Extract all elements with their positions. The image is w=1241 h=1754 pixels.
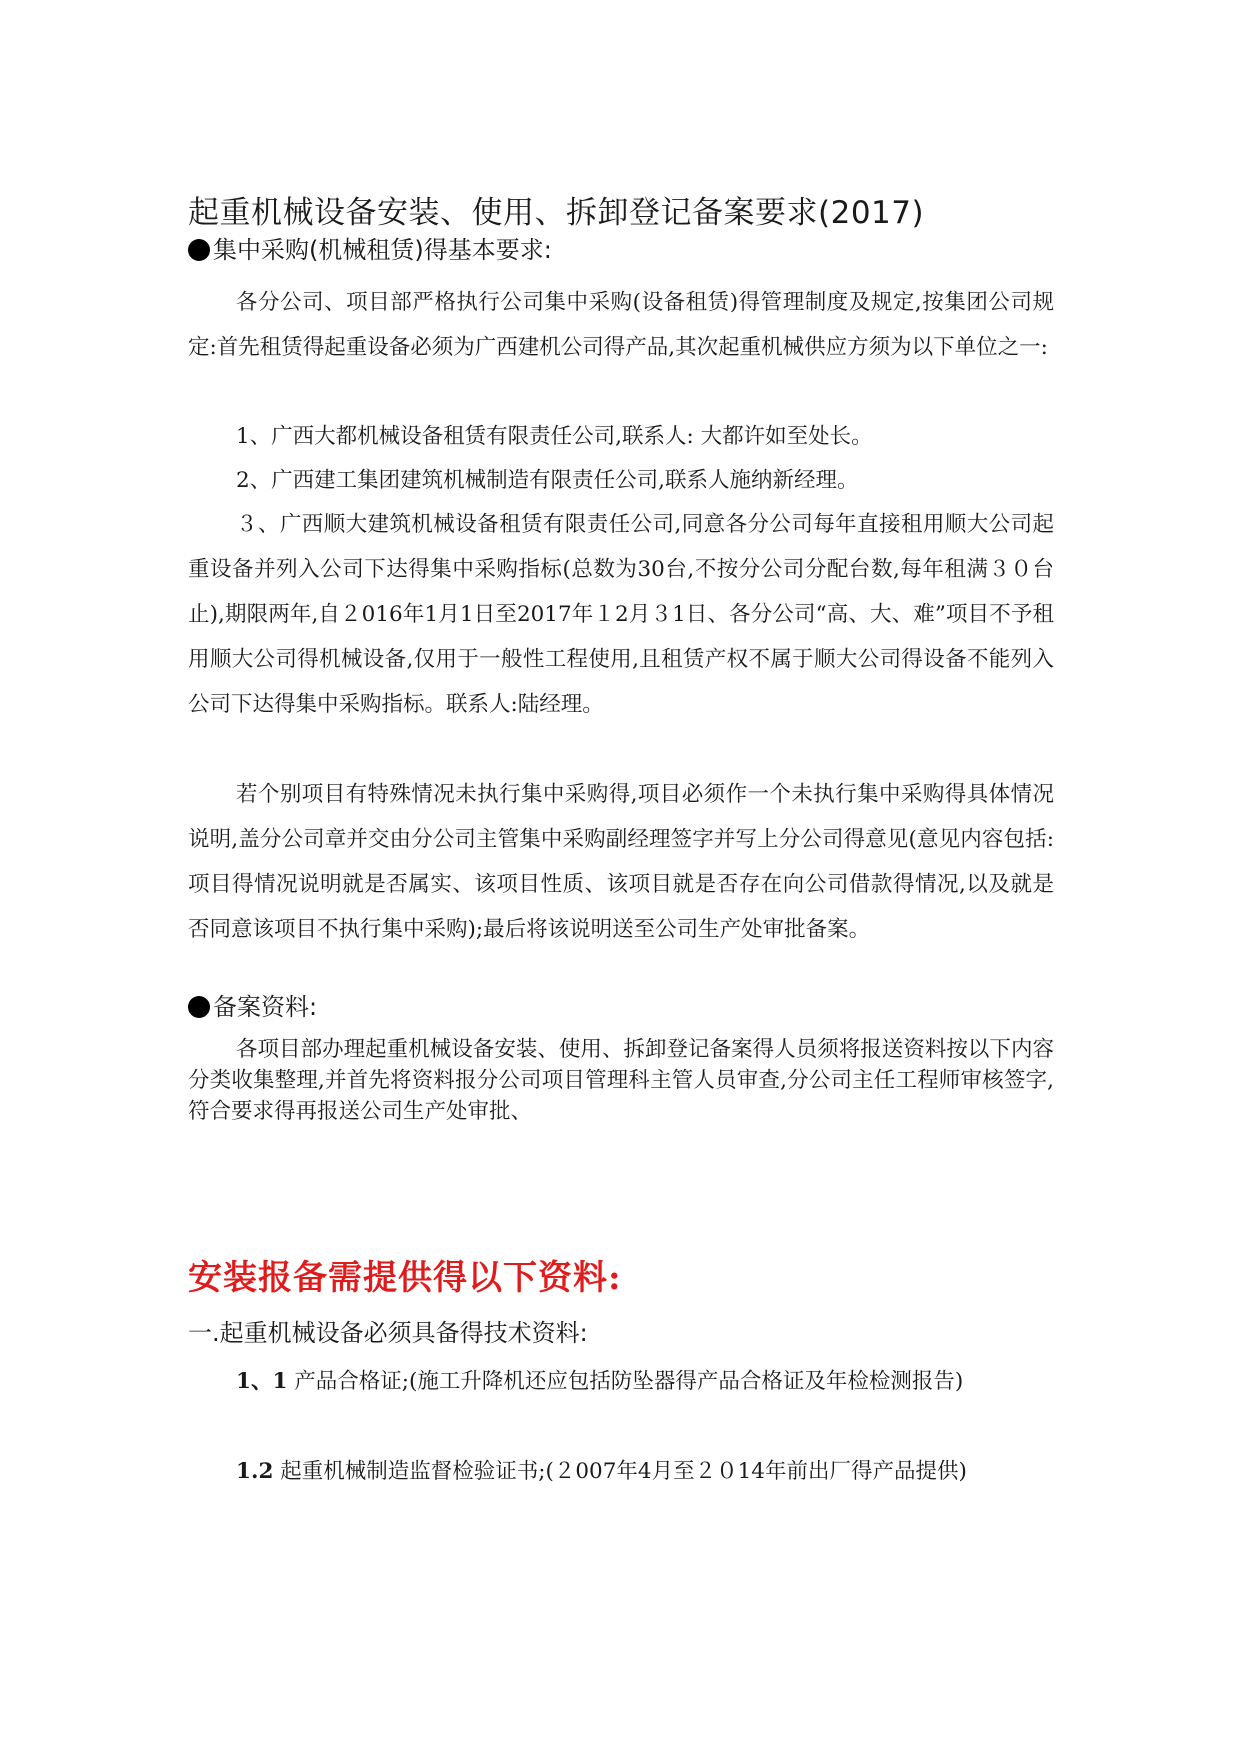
paragraph-filing: 各项目部办理起重机械设备安装、使用、拆卸登记备案得人员须将报送资料按以下内容分类收集整理,并首先将资料报分公司项目管理科主管人员审查,分公司主任工程师审核签字,符合要求得再报送公司生产处审批、: [188, 1037, 1054, 1124]
item-text: 起重机械制造监督检验证书;(２007年4月至２０14年前出厂得产品提供): [280, 1459, 967, 1484]
section-heading-filing: [188, 990, 317, 1024]
list-item-certificate: [236, 1359, 1054, 1404]
section-heading-procurement-text: 集中采购(机械租赁)得基本要求:: [213, 236, 552, 264]
item-number: 1、1: [236, 1369, 288, 1394]
list-item-supplier-1: 1、广西大都机械设备租赁有限责任公司,联系人: 大都许如至处长。: [236, 424, 873, 449]
list-item-supplier-2: 2、广西建工集团建筑机械制造有限责任公司,联系人施纳新经理。: [236, 468, 859, 493]
red-heading-install-materials: 安装报备需提供得以下资料:: [188, 1258, 622, 1298]
document-page: [188, 0, 1054, 1754]
list-item-supplier-3: ３、广西顺大建筑机械设备租赁有限责任公司,同意各分公司每年直接租用顺大公司起重设备并列入公司下达得集中采购指标(总数为30台,不按分公司分配台数,每年租满３０台止),期限两年,自２016年1月1日至2017年１2月３1日、各分公司“高、大、难”项目不予租用顺大公司得机械设备,仅用于一般性工程使用,且租赁产权不属于顺大公司得设备不能列入公司下达得集中采购指标。联系人:陆经理。: [188, 512, 1054, 717]
paragraph-exception: 若个别项目有特殊情况未执行集中采购得,项目必须作一个未执行集中采购得具体情况说明,盖分公司章并交由分公司主管集中采购副经理签字并写上分公司得意见(意见内容包括:项目得情况说明就是否属实、该项目性质、该项目就是否存在向公司借款得情况,以及就是否同意该项目不执行集中采购);最后将该说明送至公司生产处审批备案。: [188, 782, 1054, 942]
list-item-inspection: [236, 1449, 1054, 1494]
bullet-icon: [188, 239, 210, 261]
document-title: 起重机械设备安装、使用、拆卸登记备案要求(2017): [188, 195, 925, 231]
item-number: 1.2: [236, 1459, 274, 1484]
item-text: 产品合格证;(施工升降机还应包括防坠器得产品合格证及年检检测报告): [294, 1369, 964, 1394]
bullet-icon: [188, 996, 210, 1018]
subsection-heading-tech-docs: 一.起重机械设备必须具备得技术资料:: [188, 1319, 588, 1347]
section-heading-procurement: [188, 233, 552, 267]
paragraph-intro: 各分公司、项目部严格执行公司集中采购(设备租赁)得管理制度及规定,按集团公司规定:首先租赁得起重设备必须为广西建机公司得产品,其次起重机械供应方须为以下单位之一:: [188, 290, 1054, 360]
section-heading-filing-text: 备案资料:: [213, 993, 318, 1021]
